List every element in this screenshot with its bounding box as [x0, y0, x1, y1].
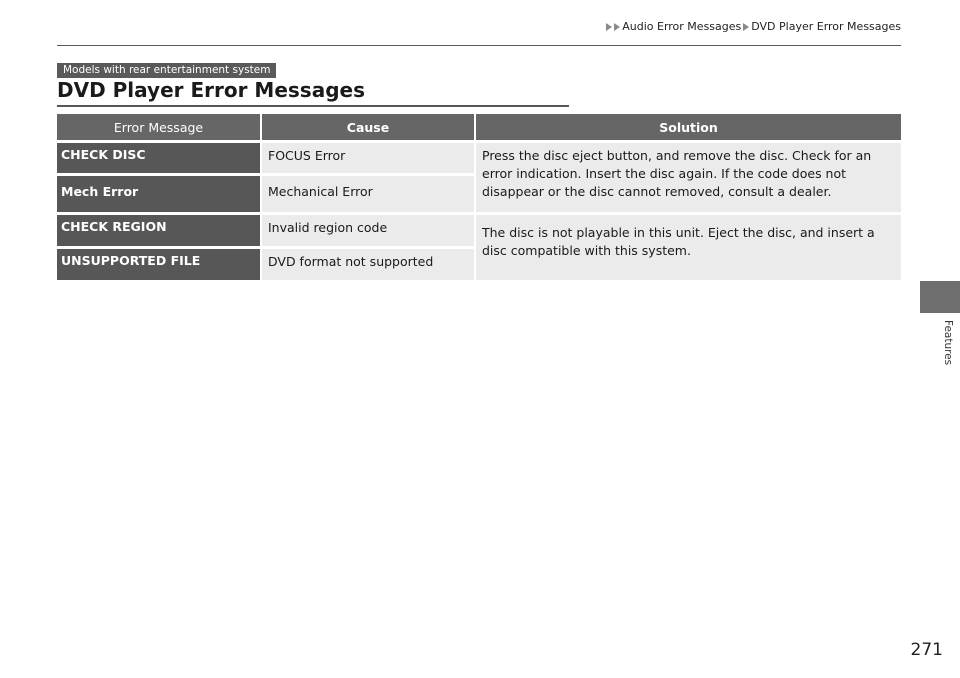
solution-cell: The disc is not playable in this unit. Eject the disc, and insert a disc compatible with this system.: [474, 215, 901, 280]
error-message-cell: [57, 249, 260, 280]
section-label: Features: [942, 320, 954, 366]
cause-cell: FOCUS Error: [260, 143, 474, 173]
table-row: [57, 143, 901, 173]
model-applicability-tag: Models with rear entertainment system: [57, 63, 276, 78]
error-message-cell: [57, 143, 260, 173]
breadcrumb-arrow-icon: [606, 23, 612, 31]
breadcrumb-item-audio-error-messages[interactable]: Audio Error Messages: [622, 20, 742, 33]
column-header-error-message: Error Message: [57, 114, 260, 140]
error-message-label: Mech Error: [61, 184, 139, 199]
breadcrumb: [606, 20, 901, 33]
breadcrumb-item-dvd-player-error-messages: DVD Player Error Messages: [751, 20, 901, 33]
cause-cell: DVD format not supported: [260, 249, 474, 280]
page-title: DVD Player Error Messages: [57, 78, 365, 102]
column-header-solution: Solution: [474, 114, 901, 140]
error-message-label: CHECK REGION: [61, 219, 167, 234]
error-message-label: UNSUPPORTED FILE: [61, 253, 201, 268]
title-underline: [57, 105, 569, 107]
column-header-cause: Cause: [260, 114, 474, 140]
header-divider: [57, 45, 901, 46]
breadcrumb-arrow-icon: [743, 23, 749, 31]
section-tab-marker: [920, 281, 960, 313]
solution-cell: Press the disc eject button, and remove the disc. Check for an error indication. Insert the disc again. If the code does not disappear or the disc cannot removed, consult a dealer.: [474, 143, 901, 212]
breadcrumb-arrow-icon: [614, 23, 620, 31]
error-message-cell: [57, 215, 260, 246]
error-messages-table: [57, 111, 901, 283]
error-message-label: CHECK DISC: [61, 147, 146, 162]
error-message-cell: [57, 176, 260, 212]
table-row: [57, 215, 901, 246]
cause-cell: Mechanical Error: [260, 176, 474, 212]
cause-cell: Invalid region code: [260, 215, 474, 246]
page-number: 271: [910, 640, 943, 660]
table-header-row: [57, 114, 901, 140]
